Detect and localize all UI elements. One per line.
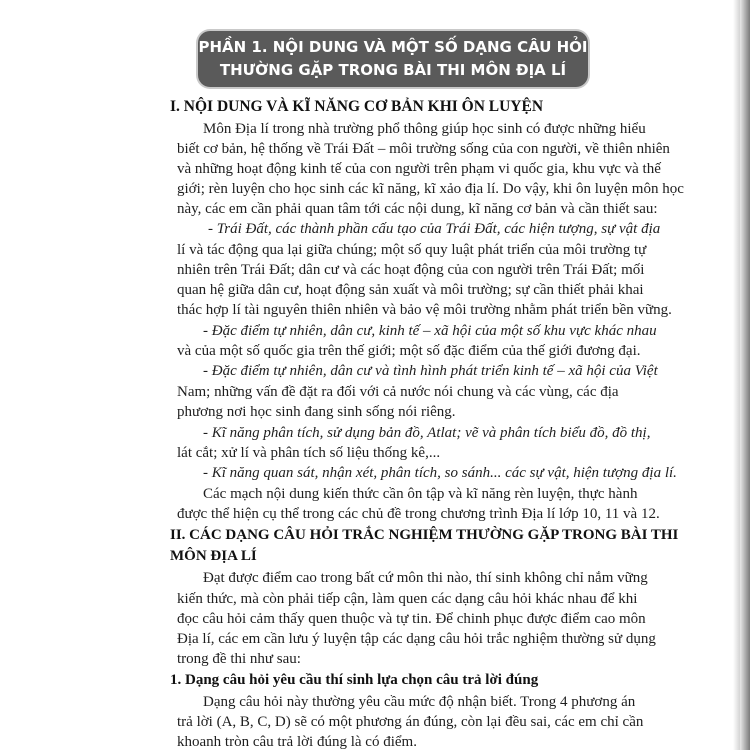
bullet-5-line: - Kĩ năng quan sát, nhận xét, phân tích, so sánh... các sự vật, hiện tượng địa lí. bbox=[203, 465, 677, 481]
heading-part-2-line: II. CÁC DẠNG CÂU HỎI TRẮC NGHIỆM THƯỜNG GẶP TRONG BÀI THI bbox=[170, 527, 679, 543]
bullet-3-line: - Đặc điểm tự nhiên, dân cư và tình hình phát triển kinh tế – xã hội của Việt bbox=[203, 363, 658, 379]
bullet-1-line: lí và tác động qua lại giữa chúng; một số quy luật phát triển của môi trường tự bbox=[177, 242, 647, 258]
paragraph-1-line: biết cơ bản, hệ thống về Trái Đất – môi trường sống của con người, về thiên nhiên bbox=[177, 141, 670, 157]
bullet-3-line: Nam; những vấn đề đặt ra đối với cả nước nói chung và các vùng, các địa bbox=[177, 384, 619, 400]
paragraph-1-line: giới; rèn luyện cho học sinh các kĩ năng, kĩ xảo địa lí. Do vậy, khi ôn luyện môn học bbox=[177, 181, 684, 197]
paragraph-2-line: Các mạch nội dung kiến thức cần ôn tập và kĩ năng rèn luyện, thực hành bbox=[203, 486, 638, 502]
paragraph-1-line: và những hoạt động kinh tế của con người trên phạm vi quốc gia, khu vực và thế bbox=[177, 161, 661, 177]
section-title-line-2: THƯỜNG GẶP TRONG BÀI THI MÔN ĐỊA LÍ bbox=[219, 61, 567, 79]
bullet-3-line: phương nơi học sinh đang sinh sống nói riêng. bbox=[177, 404, 456, 420]
heading-part-2-line: MÔN ĐỊA LÍ bbox=[170, 548, 257, 564]
section-title-line-1: PHẦN 1. NỘI DUNG VÀ MỘT SỐ DẠNG CÂU HỎI bbox=[198, 38, 588, 56]
bullet-4-line: - Kĩ năng phân tích, sử dụng bản đồ, Atlat; vẽ và phân tích biểu đồ, đồ thị, bbox=[203, 425, 651, 441]
paragraph-1-line: này, các em cần phải quan tâm tới các nội dung, kĩ năng cơ bản và cần thiết sau: bbox=[177, 201, 658, 217]
bullet-2-line: - Đặc điểm tự nhiên, dân cư, kinh tế – xã hội của một số khu vực khác nhau bbox=[203, 323, 657, 339]
paragraph-3-line: Địa lí, các em cần lưu ý luyện tập các dạng câu hỏi trắc nghiệm thường sử dụng bbox=[177, 631, 656, 647]
bullet-1-line: nhiên trên Trái Đất; dân cư và các hoạt động của con người trên Trái Đất; mối bbox=[177, 262, 645, 278]
paragraph-3-line: kiến thức, mà còn phải tiếp cận, làm quen các dạng câu hỏi khác nhau để khi bbox=[177, 591, 638, 607]
bullet-1-line: thác hợp lí tài nguyên thiên nhiên và bảo vệ môi trường nhằm phát triển bền vững. bbox=[177, 302, 672, 318]
heading-part-1: I. NỘI DUNG VÀ KĨ NĂNG CƠ BẢN KHI ÔN LUYỆN bbox=[170, 98, 544, 115]
heading-subsection-1: 1. Dạng câu hỏi yêu cầu thí sinh lựa chọn câu trả lời đúng bbox=[170, 672, 539, 688]
paragraph-3-line: đọc câu hỏi cảm thấy quen thuộc và tự tin. Để chinh phục được điểm cao môn bbox=[177, 611, 646, 627]
paragraph-4-line: khoanh tròn câu trả lời đúng là có điểm. bbox=[177, 734, 417, 750]
bullet-4-line: lát cắt; xử lí và phân tích số liệu thống kê,... bbox=[177, 445, 441, 461]
paragraph-2-line: được thể hiện cụ thể trong các chủ đề trong chương trình Địa lí lớp 10, 11 và 12. bbox=[177, 506, 660, 522]
paragraph-3-line: Đạt được điểm cao trong bất cứ môn thi nào, thí sinh không chỉ nắm vững bbox=[203, 570, 648, 586]
bullet-1-line: - Trái Đất, các thành phần cấu tạo của Trái Đất, các hiện tượng, sự vật địa bbox=[208, 221, 661, 237]
bullet-2-line: và của một số quốc gia trên thế giới; một số đặc điểm của thế giới đương đại. bbox=[177, 343, 641, 359]
paragraph-1-line: Môn Địa lí trong nhà trường phổ thông giúp học sinh có được những hiểu bbox=[203, 121, 646, 137]
paragraph-4-line: Dạng câu hỏi này thường yêu cầu mức độ nhận biết. Trong 4 phương án bbox=[203, 694, 636, 710]
paragraph-4-line: trả lời (A, B, C, D) sẽ có một phương án đúng, còn lại đều sai, các em chỉ cần bbox=[177, 714, 644, 730]
paragraph-3-line: trong đề thi như sau: bbox=[177, 651, 301, 667]
bullet-1-line: quan hệ giữa dân cư, hoạt động sản xuất và môi trường; sự cần thiết phải khai bbox=[177, 282, 644, 298]
